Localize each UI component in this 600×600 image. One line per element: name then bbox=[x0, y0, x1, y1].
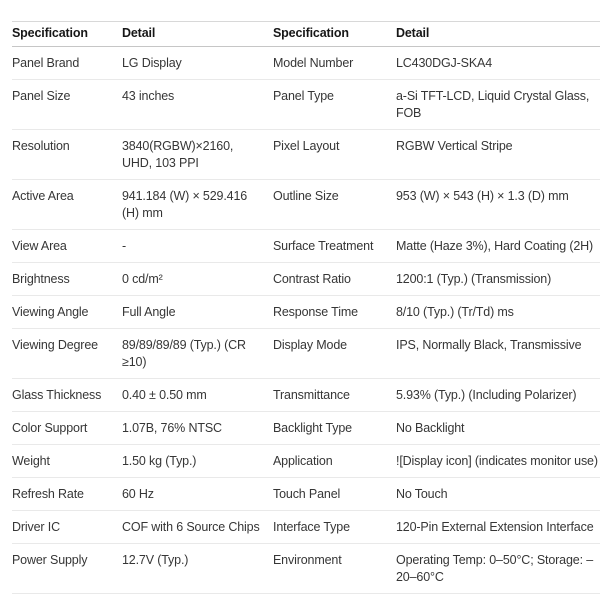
spec-cell: View Area bbox=[12, 230, 122, 263]
spec-cell: Power Supply bbox=[12, 544, 122, 594]
detail-cell: 1.07B, 76% NTSC bbox=[122, 412, 273, 445]
spec-cell: Panel Brand bbox=[12, 47, 122, 80]
spec-cell: Panel Size bbox=[12, 80, 122, 130]
spec-cell: Brightness bbox=[12, 263, 122, 296]
spec-cell: Transmittance bbox=[273, 379, 396, 412]
detail-cell: 953 (W) × 543 (H) × 1.3 (D) mm bbox=[396, 180, 600, 230]
panel-spec-table bbox=[12, 21, 600, 594]
detail-cell: 941.184 (W) × 529.416 (H) mm bbox=[122, 180, 273, 230]
spec-cell: Glass Thickness bbox=[12, 379, 122, 412]
detail-cell: 120-Pin External Extension Interface bbox=[396, 511, 600, 544]
detail-cell: 8/10 (Typ.) (Tr/Td) ms bbox=[396, 296, 600, 329]
table-row bbox=[12, 379, 600, 412]
detail-cell: 12.7V (Typ.) bbox=[122, 544, 273, 594]
detail-cell: - bbox=[122, 230, 273, 263]
detail-cell: 1200:1 (Typ.) (Transmission) bbox=[396, 263, 600, 296]
spec-column-header-left: Specification bbox=[12, 22, 122, 47]
detail-cell: LG Display bbox=[122, 47, 273, 80]
spec-cell: Driver IC bbox=[12, 511, 122, 544]
spec-cell: Contrast Ratio bbox=[273, 263, 396, 296]
detail-cell: 0.40 ± 0.50 mm bbox=[122, 379, 273, 412]
table-row bbox=[12, 296, 600, 329]
spec-cell: Application bbox=[273, 445, 396, 478]
spec-cell: Color Support bbox=[12, 412, 122, 445]
detail-cell: COF with 6 Source Chips bbox=[122, 511, 273, 544]
detail-cell: Matte (Haze 3%), Hard Coating (2H) bbox=[396, 230, 600, 263]
spec-cell: Refresh Rate bbox=[12, 478, 122, 511]
spec-cell: Backlight Type bbox=[273, 412, 396, 445]
detail-cell: a-Si TFT-LCD, Liquid Crystal Glass, FOB bbox=[396, 80, 600, 130]
spec-cell: Environment bbox=[273, 544, 396, 594]
detail-cell: 89/89/89/89 (Typ.) (CR ≥10) bbox=[122, 329, 273, 379]
detail-cell: RGBW Vertical Stripe bbox=[396, 130, 600, 180]
detail-cell: 43 inches bbox=[122, 80, 273, 130]
table-row bbox=[12, 80, 600, 130]
table-row bbox=[12, 329, 600, 379]
detail-cell: Full Angle bbox=[122, 296, 273, 329]
detail-cell: No Backlight bbox=[396, 412, 600, 445]
table-row bbox=[12, 230, 600, 263]
detail-cell: 0 cd/m² bbox=[122, 263, 273, 296]
detail-cell: 1.50 kg (Typ.) bbox=[122, 445, 273, 478]
spec-cell: Display Mode bbox=[273, 329, 396, 379]
table-row bbox=[12, 180, 600, 230]
spec-cell: Outline Size bbox=[273, 180, 396, 230]
spec-cell: Resolution bbox=[12, 130, 122, 180]
spec-cell: Response Time bbox=[273, 296, 396, 329]
detail-cell: LC430DGJ-SKA4 bbox=[396, 47, 600, 80]
spec-cell: Viewing Degree bbox=[12, 329, 122, 379]
detail-column-header-right: Detail bbox=[396, 22, 600, 47]
table-row bbox=[12, 445, 600, 478]
header-row bbox=[12, 22, 600, 47]
spec-cell: Active Area bbox=[12, 180, 122, 230]
spec-cell: Pixel Layout bbox=[273, 130, 396, 180]
detail-cell: IPS, Normally Black, Transmissive bbox=[396, 329, 600, 379]
spec-cell: Touch Panel bbox=[273, 478, 396, 511]
table-row bbox=[12, 478, 600, 511]
spec-cell: Viewing Angle bbox=[12, 296, 122, 329]
table-row bbox=[12, 544, 600, 594]
detail-cell: No Touch bbox=[396, 478, 600, 511]
spec-cell: Surface Treatment bbox=[273, 230, 396, 263]
detail-cell: 60 Hz bbox=[122, 478, 273, 511]
detail-cell: Operating Temp: 0–50°C; Storage: –20–60°C bbox=[396, 544, 600, 594]
detail-cell: ![Display icon] (indicates monitor use) bbox=[396, 445, 600, 478]
spec-cell: Panel Type bbox=[273, 80, 396, 130]
spec-cell: Interface Type bbox=[273, 511, 396, 544]
table-row bbox=[12, 412, 600, 445]
spec-table-body bbox=[12, 47, 600, 594]
detail-cell: 3840(RGBW)×2160, UHD, 103 PPI bbox=[122, 130, 273, 180]
table-row bbox=[12, 263, 600, 296]
detail-column-header-left: Detail bbox=[122, 22, 273, 47]
table-row bbox=[12, 47, 600, 80]
table-row bbox=[12, 130, 600, 180]
table-row bbox=[12, 511, 600, 544]
spec-cell: Weight bbox=[12, 445, 122, 478]
spec-cell: Model Number bbox=[273, 47, 396, 80]
detail-cell: 5.93% (Typ.) (Including Polarizer) bbox=[396, 379, 600, 412]
spec-column-header-right: Specification bbox=[273, 22, 396, 47]
